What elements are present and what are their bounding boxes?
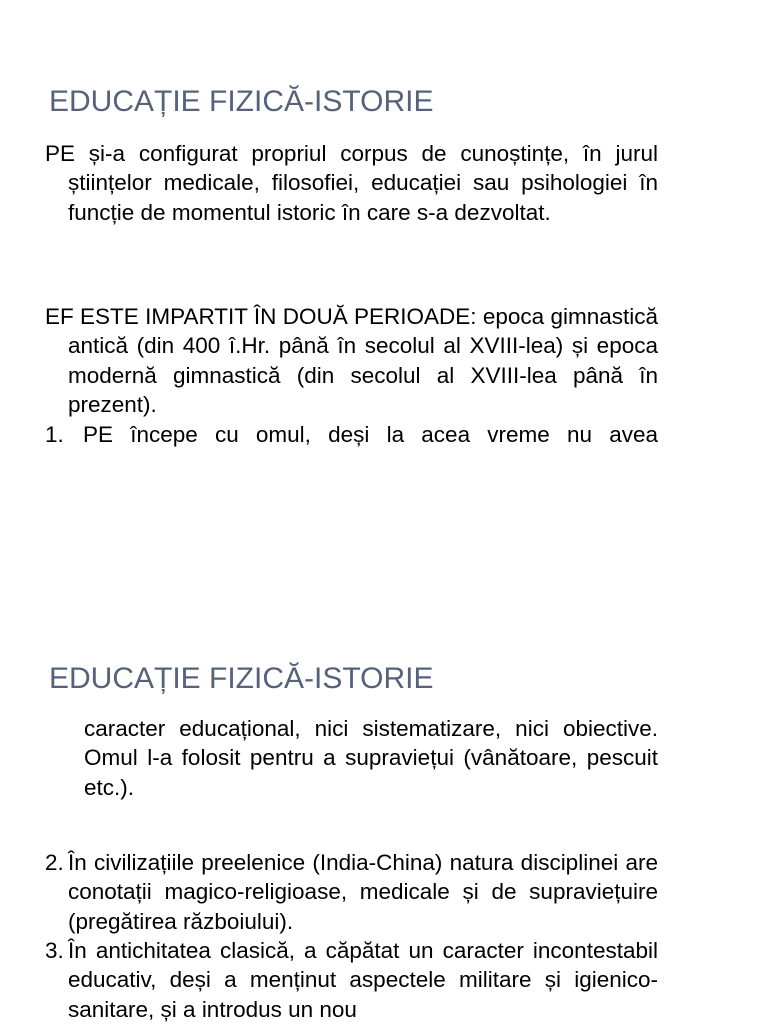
- list-item-2: [45, 848, 658, 936]
- list-item-text: În antichitatea clasică, a căpătat un caracter incontestabil educativ, deși a menținut aspectele militare și igienico-sanitare, și a introdus un nou: [68, 938, 658, 1022]
- list-item-text: PE începe cu omul, deși la acea vreme nu avea: [83, 422, 658, 447]
- list-item-1: [45, 420, 658, 449]
- slide-2: [0, 576, 768, 1024]
- list-item-text: În civilizațiile preelenice (India-China) natura disciplinei are conotații magico-religioase, medicale și de supraviețuire (pregătirea războiului).: [68, 850, 658, 934]
- list-number: 2.: [45, 850, 64, 875]
- paragraph-corpus: PE și-a configurat propriul corpus de cunoștințe, în jurul științelor medicale, filosofiei, educației sau psihologiei în funcție de momentul istoric în care s-a dezvoltat.: [45, 141, 658, 225]
- paragraph-continuation: caracter educațional, nici sistematizare, nici obiective. Omul l-a folosit pentru a supraviețui (vânătoare, pescuit etc.).: [84, 716, 658, 800]
- slide-title: EDUCAȚIE FIZICĂ-ISTORIE: [49, 662, 434, 695]
- paragraph-periods: EF ESTE IMPARTIT ÎN DOUĂ PERIOADE: epoca gimnastică antică (din 400 î.Hr. până în secolul al XVIII-lea) și epoca modernă gimnastică (din secolul al XVIII-lea până în prezent).: [45, 304, 658, 418]
- list-number: 1.: [45, 422, 64, 447]
- list-number: 3.: [45, 938, 64, 963]
- list-item-3: [45, 936, 658, 1024]
- slide-title: EDUCAȚIE FIZICĂ-ISTORIE: [49, 85, 434, 118]
